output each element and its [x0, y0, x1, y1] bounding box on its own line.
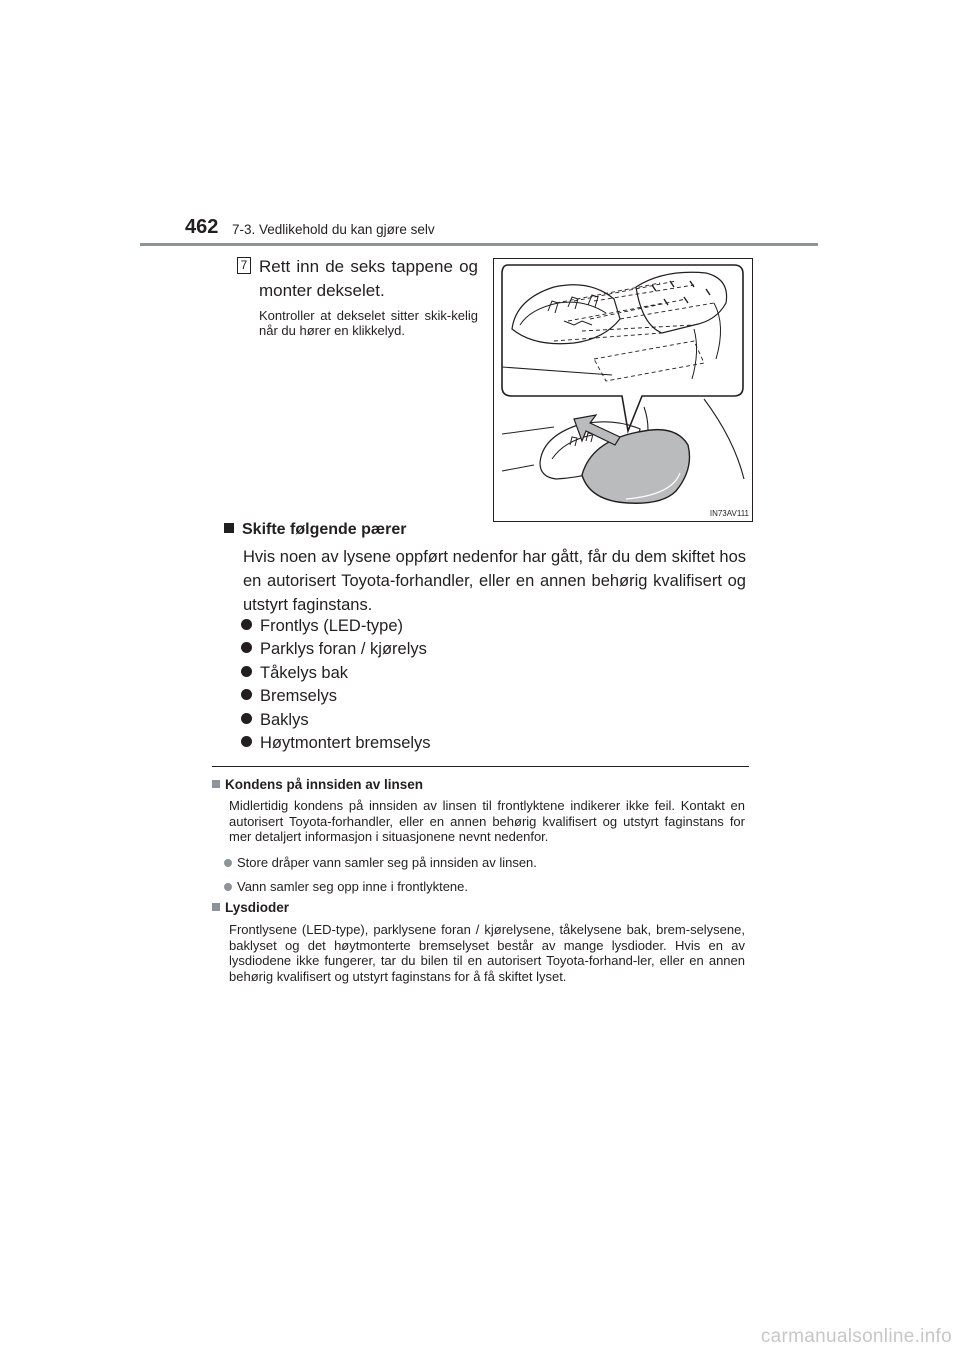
note-body-condensation: Midlertidig kondens på innsiden av linsen til frontlyktene indikerer ikke feil. Kontakt en autorisert Toyota-forhandler, eller en annen behørig kvalifisert og utstyrt faginstans for mer detaljert informasjon i situasjonene nevnt nedenfor. [229, 798, 745, 844]
list-item: Baklys [241, 709, 431, 732]
bullet-dot-icon [241, 689, 252, 700]
note-title-leds: Lysdioder [212, 900, 289, 915]
mirror-cover-drawing [494, 259, 752, 521]
section-heading [224, 521, 406, 539]
bullet-dot-icon [241, 666, 252, 677]
mirror-cover-illustration [493, 258, 753, 522]
page-number: 462 [185, 216, 219, 238]
header-rule [140, 243, 818, 246]
note-list-item: Vann samler seg opp inne i frontlyktene. [224, 879, 468, 894]
square-bullet-icon [212, 780, 220, 788]
bullet-dot-icon [241, 713, 252, 724]
section-title: 7-3. Vedlikehold du kan gjøre selv [232, 222, 435, 237]
list-item: Tåkelys bak [241, 662, 431, 685]
bullet-dot-icon [224, 883, 232, 891]
list-item: Høytmontert bremselys [241, 732, 431, 755]
bulb-list [241, 615, 431, 755]
bullet-dot-icon [241, 642, 252, 653]
step-note: Kontroller at dekselet sitter skik-kelig når du hører en klikkelyd. [259, 308, 478, 338]
square-bullet-icon [212, 903, 220, 911]
section-heading-text: Skifte følgende pærer [242, 521, 407, 538]
section-body: Hvis noen av lysene oppført nedenfor har gått, får du dem skiftet hos en autorisert Toyota-forhandler, eller en annen behørig kvalifisert og utstyrt faginstans. [243, 548, 746, 614]
notes-divider [212, 766, 749, 767]
note-list-item: Store dråper vann samler seg på innsiden av linsen. [224, 855, 537, 870]
square-bullet-icon [224, 523, 234, 533]
list-item: Bremselys [241, 685, 431, 708]
list-item: Frontlys (LED-type) [241, 615, 431, 638]
step-instruction: Rett inn de seks tappene og monter dekselet. [259, 257, 478, 300]
list-item: Parklys foran / kjørelys [241, 638, 431, 661]
bullet-dot-icon [224, 859, 232, 867]
step-number-badge: 7 [237, 257, 251, 274]
watermark: carmanualsonline.info [760, 1326, 952, 1347]
note-body-leds: Frontlysene (LED-type), parklysene foran / kjørelysene, tåkelysene bak, brem-selysene, baklyset og det høytmonterte bremselyset består av mange lysdioder. Hvis en av lysdiodene ikke fungerer, tar du bilen til en autorisert Toyota-forhand-ler, eller en annen behørig kvalifisert og utstyrt faginstans for å få skiftet lyset. [229, 922, 745, 984]
bullet-dot-icon [241, 736, 252, 747]
figure-code: IN73AV111 [709, 509, 749, 518]
bullet-dot-icon [241, 619, 252, 630]
note-title-condensation: Kondens på innsiden av linsen [212, 777, 423, 792]
